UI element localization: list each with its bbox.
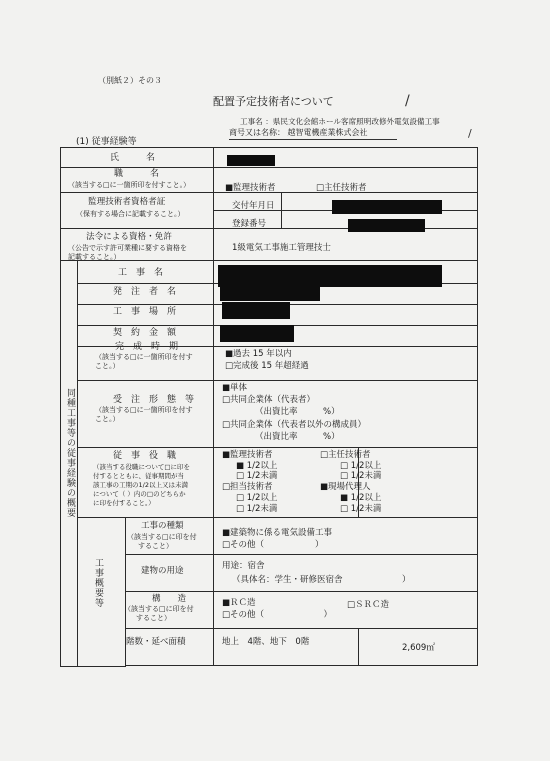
position-option-supervisor[interactable]: ■監理技術者 <box>225 183 276 193</box>
work-name-label: 工 事 名 <box>118 268 164 278</box>
redacted-orderer <box>220 286 320 301</box>
role-assistant-under-half[interactable]: □ 1/2未満 <box>236 504 278 514</box>
type-label: 工事の種類 <box>141 521 184 531</box>
amount-label: 契 約 金 額 <box>113 328 177 338</box>
pen-mark: / <box>468 127 472 140</box>
structure-option-rc[interactable]: ■ＲＣ造 <box>222 598 256 608</box>
structure-label: 構 造 <box>152 594 187 604</box>
structure-note-1: （該当する□に印を付 <box>124 605 194 613</box>
completion-note-1: （該当する□に一箇所印を付す <box>95 353 193 361</box>
cert-label: 監理技術者資格者証 <box>88 197 166 207</box>
redacted-name <box>227 155 275 166</box>
position-option-chief[interactable]: □主任技術者 <box>316 183 367 193</box>
type-option-building-electrical[interactable]: ■建築物に係る電気設備工事 <box>222 528 333 538</box>
role-note-5: に印を付すること。） <box>93 499 155 507</box>
structure-option-other[interactable]: □その他（ ） <box>222 610 333 620</box>
role-chief-under-half[interactable]: □ 1/2未満 <box>340 471 382 481</box>
use-value: 用途：宿舎 <box>222 561 265 571</box>
page-title: 配置予定技術者について <box>213 95 334 108</box>
redacted-amount <box>220 325 294 342</box>
form-label: 受 注 形 態 等 <box>113 395 195 405</box>
role-supervisor-over-half[interactable]: ■ 1/2以上 <box>236 461 278 471</box>
form-note-2: こと。） <box>95 415 120 423</box>
role-assistant[interactable]: □担当技術者 <box>222 482 273 492</box>
form-note-1: （該当する□に一箇所印を付す <box>95 406 193 414</box>
form-option-jv-other-ratio: （出資比率 %） <box>255 432 340 442</box>
license-value: 1級電気工事施工管理技士 <box>232 243 331 253</box>
completion-option-over[interactable]: □完成後 15 年超経過 <box>225 361 309 371</box>
redacted-site <box>222 302 290 319</box>
structure-option-src[interactable]: □ＳＲＣ造 <box>347 600 390 610</box>
form-option-jv-rep[interactable]: □共同企業体（代表者） <box>222 395 316 405</box>
cert-reg-label: 登録番号 <box>232 219 267 229</box>
completion-label: 完 成 時 期 <box>115 342 179 352</box>
form-option-jv-rep-ratio: （出資比率 %） <box>255 407 340 417</box>
floor-value: 地上 4階、地下 0階 <box>222 637 310 647</box>
area-value: 2,609㎡ <box>402 643 435 653</box>
role-chief-over-half[interactable]: □ 1/2以上 <box>340 461 382 471</box>
company-name: 商号又は名称： 越智電機産業株式会社 <box>229 128 368 137</box>
role-site-agent-over-half[interactable]: ■ 1/2以上 <box>340 493 382 503</box>
overview-side-label: 工事概要等 <box>93 558 103 608</box>
form-option-jv-other[interactable]: □共同企業体（代表者以外の構成員） <box>222 420 367 430</box>
orderer-label: 発 注 者 名 <box>113 287 177 297</box>
license-note-1: （公告で示す許可業種に要する資格を <box>68 244 187 252</box>
company-underline <box>229 139 397 140</box>
role-note-2: 付するとともに、従事期間が当 <box>93 472 184 480</box>
section-title: (1) 従事経験等 <box>76 137 137 147</box>
license-label: 法令による資格・免許 <box>86 232 172 242</box>
role-note-1: （該当する役職について□に印を <box>93 463 191 471</box>
redacted-cert-date <box>332 200 442 214</box>
license-note-2: 記載すること。） <box>68 253 121 261</box>
redacted-work-name <box>218 265 442 287</box>
role-label: 従 事 役 職 <box>113 451 177 461</box>
role-note-3: 該工事の工期の1/2以上又は未満 <box>93 481 188 489</box>
role-site-agent-under-half[interactable]: □ 1/2未満 <box>340 504 382 514</box>
attachment-label: （別紙２）その３ <box>98 76 162 85</box>
use-detail: （具体名：学生・研修医宿舎 ） <box>232 575 411 585</box>
use-label: 建物の用途 <box>141 566 184 576</box>
name-label: 氏 名 <box>110 153 156 163</box>
site-label: 工 事 場 所 <box>113 307 177 317</box>
type-note-2: すること） <box>138 542 173 550</box>
cert-note: （保有する場合に記載すること。） <box>76 210 185 218</box>
position-note: （該当する□に一箇所印を付すこと。） <box>68 181 191 189</box>
position-label: 職 名 <box>114 169 160 179</box>
completion-note-2: こと。） <box>95 362 120 370</box>
role-supervisor[interactable]: ■監理技術者 <box>222 450 273 460</box>
type-note-1: （該当する□に印を付 <box>127 533 197 541</box>
experience-side-label: 同種工事等の従事経験の概要 <box>65 388 75 518</box>
cert-date-label: 交付年月日 <box>232 201 275 211</box>
role-site-agent[interactable]: ■現場代理人 <box>320 482 371 492</box>
pen-mark: / <box>405 93 410 109</box>
role-assistant-over-half[interactable]: □ 1/2以上 <box>236 493 278 503</box>
type-option-other[interactable]: □その他（ ） <box>222 540 324 550</box>
form-option-single[interactable]: ■単体 <box>222 383 248 393</box>
redacted-cert-reg <box>348 219 425 232</box>
role-note-4: について（ ）内の□のどちらか <box>93 490 186 498</box>
role-supervisor-under-half[interactable]: □ 1/2未満 <box>236 471 278 481</box>
floor-label: 階数・延べ面積 <box>126 637 186 647</box>
completion-option-within[interactable]: ■過去 15 年以内 <box>225 349 292 359</box>
project-name: 工事名 ：県民文化会館ホール客席照明改修外電気設備工事 <box>240 117 440 126</box>
structure-note-2: すること） <box>136 614 171 622</box>
role-chief[interactable]: □主任技術者 <box>320 450 371 460</box>
